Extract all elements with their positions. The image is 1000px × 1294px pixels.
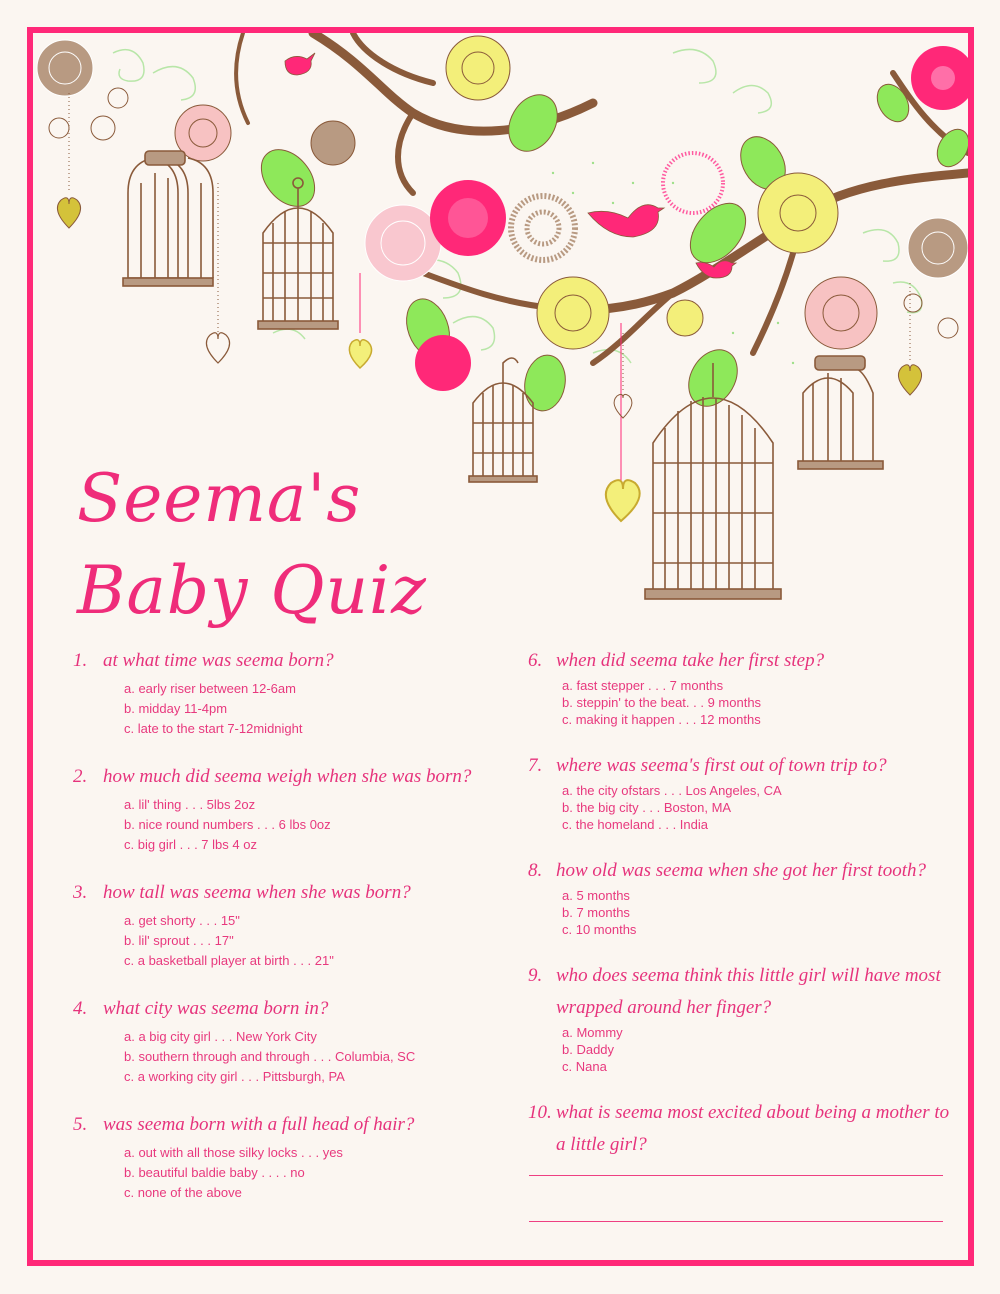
question-7 — [528, 750, 958, 833]
birdcage-icon — [123, 151, 213, 286]
question-number: 4. — [73, 998, 88, 1019]
birdcage-icon — [645, 363, 781, 599]
heart-icon — [349, 340, 371, 368]
option: c. Nana — [562, 1059, 607, 1074]
option: b. the big city . . . Boston, MA — [562, 800, 732, 815]
option: c. making it happen . . . 12 months — [562, 712, 761, 727]
question-number: 8. — [528, 860, 543, 881]
question-number: 1. — [73, 650, 88, 671]
question-5 — [73, 1109, 493, 1203]
question-text: how old was seema when she got her first tooth? — [556, 860, 926, 881]
birdcage-icon — [258, 178, 338, 329]
questions-left-column — [73, 645, 493, 1225]
option: c. late to the start 7-12midnight — [124, 721, 303, 736]
question-text: how much did seema weigh when she was born? — [103, 766, 472, 787]
question-8 — [528, 855, 958, 938]
question-9 — [528, 960, 958, 1075]
option: c. a basketball player at birth . . . 21" — [124, 953, 334, 968]
option: a. fast stepper . . . 7 months — [562, 678, 724, 693]
question-number: 9. — [528, 965, 543, 986]
heart-icon — [898, 365, 921, 395]
option: c. none of the above — [124, 1185, 242, 1200]
answer-line-1[interactable] — [529, 1175, 943, 1176]
birdcage-icon — [798, 356, 883, 469]
question-10 — [528, 1097, 958, 1161]
heart-icon — [606, 480, 640, 521]
question-number: 7. — [528, 755, 543, 776]
option: b. midday 11-4pm — [124, 701, 228, 716]
option: a. early riser between 12-6am — [124, 681, 296, 696]
heart-icon — [57, 198, 80, 228]
option: a. the city ofstars . . . Los Angeles, CA — [562, 783, 782, 798]
question-6 — [528, 645, 958, 728]
question-number: 6. — [528, 650, 543, 671]
question-number: 5. — [73, 1114, 88, 1135]
question-number: 3. — [73, 882, 88, 903]
question-4 — [73, 993, 493, 1087]
question-text: what city was seema born in? — [103, 998, 329, 1019]
option: a. get shorty . . . 15" — [124, 913, 240, 928]
title-line-2: Baby Quiz — [77, 552, 427, 629]
option: c. the homeland . . . India — [562, 817, 708, 832]
option: b. Daddy — [562, 1042, 615, 1057]
question-text: at what time was seema born? — [103, 650, 334, 671]
question-3 — [73, 877, 493, 971]
option: b. southern through and through . . . Columbia, SC — [124, 1049, 416, 1064]
question-number: 2. — [73, 766, 88, 787]
question-text: where was seema's first out of town trip to? — [556, 755, 887, 776]
flowers — [37, 36, 968, 391]
question-2 — [73, 761, 493, 855]
option: b. beautiful baldie baby . . . . no — [124, 1165, 305, 1180]
option: a. lil' thing . . . 5lbs 2oz — [124, 797, 256, 812]
question-number: 10. — [528, 1102, 552, 1123]
option: a. 5 months — [562, 888, 630, 903]
option: b. 7 months — [562, 905, 630, 920]
question-text: how tall was seema when she was born? — [103, 882, 411, 903]
question-text: when did seema take her first step? — [556, 650, 825, 671]
question-text: was seema born with a full head of hair? — [103, 1114, 415, 1135]
option: b. nice round numbers . . . 6 lbs 0oz — [124, 817, 331, 832]
option: c. 10 months — [562, 922, 637, 937]
question-text: who does seema think this little girl will have most wrapped around her finger? — [556, 965, 941, 1018]
option: a. out with all those silky locks . . . yes — [124, 1145, 343, 1160]
heart-icon — [614, 394, 632, 418]
option: c. big girl . . . 7 lbs 4 oz — [124, 837, 257, 852]
title-line-1: Seema's — [77, 460, 362, 537]
answer-line-2[interactable] — [529, 1221, 943, 1222]
option: c. a working city girl . . . Pittsburgh, PA — [124, 1069, 345, 1084]
bird-icon — [285, 53, 315, 75]
quiz-title — [77, 453, 427, 637]
question-text: what is seema most excited about being a mother to a little girl? — [556, 1102, 950, 1155]
option: a. a big city girl . . . New York City — [124, 1029, 317, 1044]
option: b. lil' sprout . . . 17" — [124, 933, 234, 948]
option: a. Mommy — [562, 1025, 623, 1040]
questions-right-column — [528, 645, 958, 1183]
bird-icon — [588, 205, 664, 237]
option: b. steppin' to the beat. . . 9 months — [562, 695, 762, 710]
question-1 — [73, 645, 493, 739]
heart-icon — [206, 333, 229, 363]
page-border — [27, 27, 974, 1266]
